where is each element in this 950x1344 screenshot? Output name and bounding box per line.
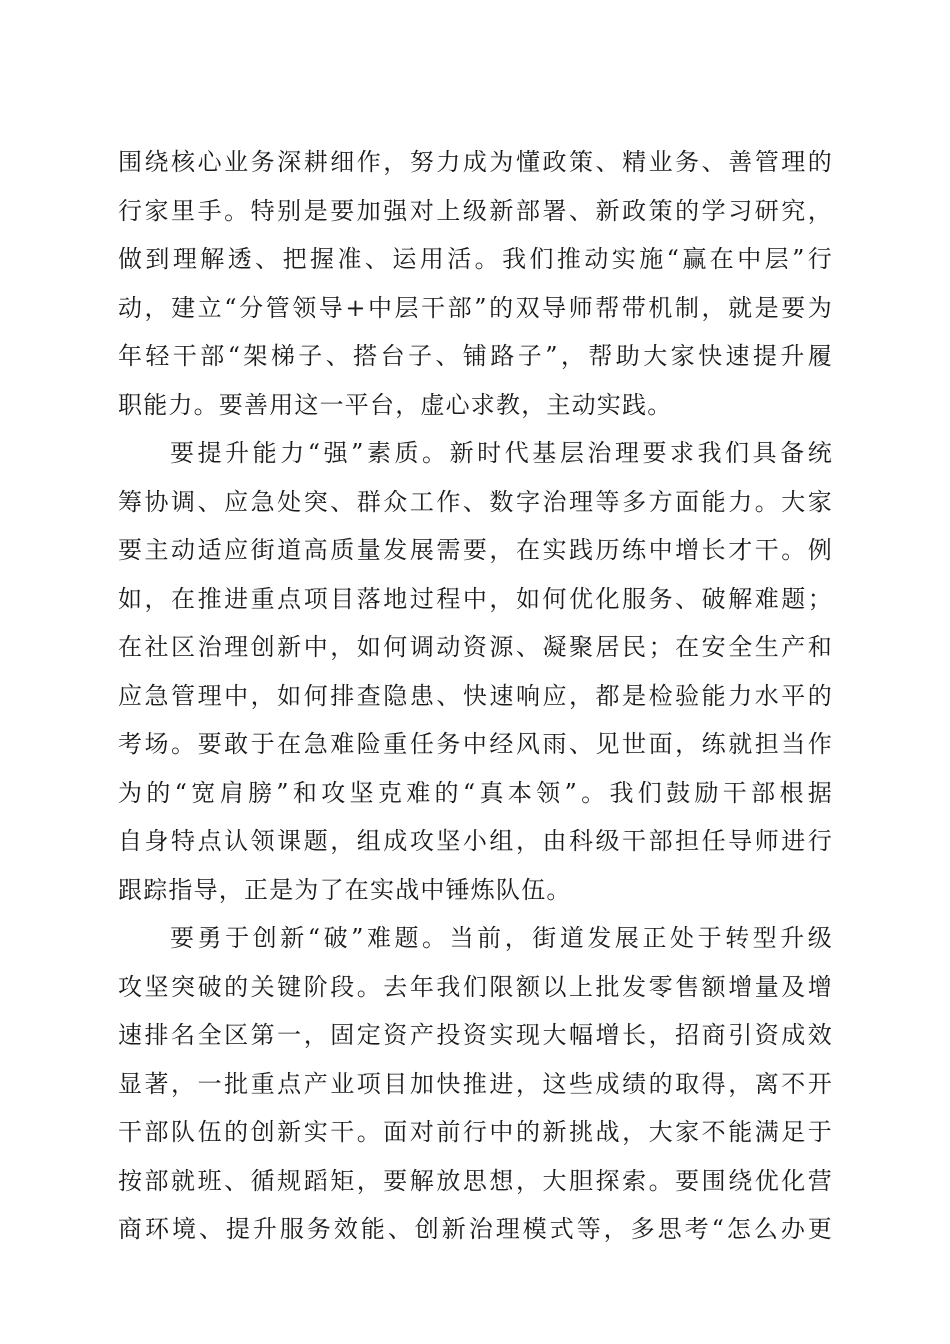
text-line: 干部队伍的创新实干。面对前行中的新挑战，大家不能满足于	[118, 1118, 833, 1146]
text-line: 职能力。要善用这一平台，虚心求教，主动实践。	[118, 390, 673, 419]
text-line: 显著，一批重点产业项目加快推进，这些成绩的取得，离不开	[118, 1069, 833, 1098]
text-line: 跟踪指导，正是为了在实战中锤炼队伍。	[118, 875, 572, 904]
paragraph-start-line: 要勇于创新“破”难题。当前，街道发展正处于转型升级	[170, 924, 833, 952]
text-line: 按部就班、循规蹈矩，要解放思想，大胆探索。要围绕优化营	[118, 1166, 833, 1195]
text-line: 自身特点认领课题，组成攻坚小组，由科级干部担任导师进行	[118, 827, 833, 855]
text-line: 商环境、提升服务效能、创新治理模式等，多思考“怎么办更	[118, 1215, 833, 1243]
text-line: 在社区治理创新中，如何调动资源、凝聚居民；在安全生产和	[118, 633, 833, 661]
paragraph-start-line: 要提升能力“强”素质。新时代基层治理要求我们具备统	[170, 439, 833, 467]
text-line: 为的“宽肩膀”和攻坚克难的“真本领”。我们鼓励干部根据	[118, 778, 833, 807]
text-line: 年轻干部“架梯子、搭台子、铺路子”，帮助大家快速提升履	[118, 342, 833, 370]
text-line: 如，在推进重点项目落地过程中，如何优化服务、破解难题；	[118, 584, 833, 613]
text-line: 筹协调、应急处突、群众工作、数字治理等多方面能力。大家	[118, 487, 833, 516]
text-line: 围绕核心业务深耕细作，努力成为懂政策、精业务、善管理的	[118, 148, 833, 176]
text-line: 要主动适应街道高质量发展需要，在实践历练中增长才干。例	[118, 536, 833, 564]
text-line: 行家里手。特别是要加强对上级新部署、新政策的学习研究，	[118, 196, 833, 225]
text-line: 应急管理中，如何排查隐患、快速响应，都是检验能力水平的	[118, 681, 833, 710]
text-line: 动，建立“分管领导+中层干部”的双导师帮带机制，就是要为	[118, 293, 833, 322]
body-text	[118, 138, 833, 1254]
text-line: 攻坚突破的关键阶段。去年我们限额以上批发零售额增量及增	[118, 972, 833, 1001]
text-line: 速排名全区第一，固定资产投资实现大幅增长，招商引资成效	[118, 1021, 833, 1049]
text-line: 考场。要敢于在急难险重任务中经风雨、见世面，练就担当作	[118, 730, 833, 758]
text-line: 做到理解透、把握准、运用活。我们推动实施“赢在中层”行	[118, 245, 833, 273]
